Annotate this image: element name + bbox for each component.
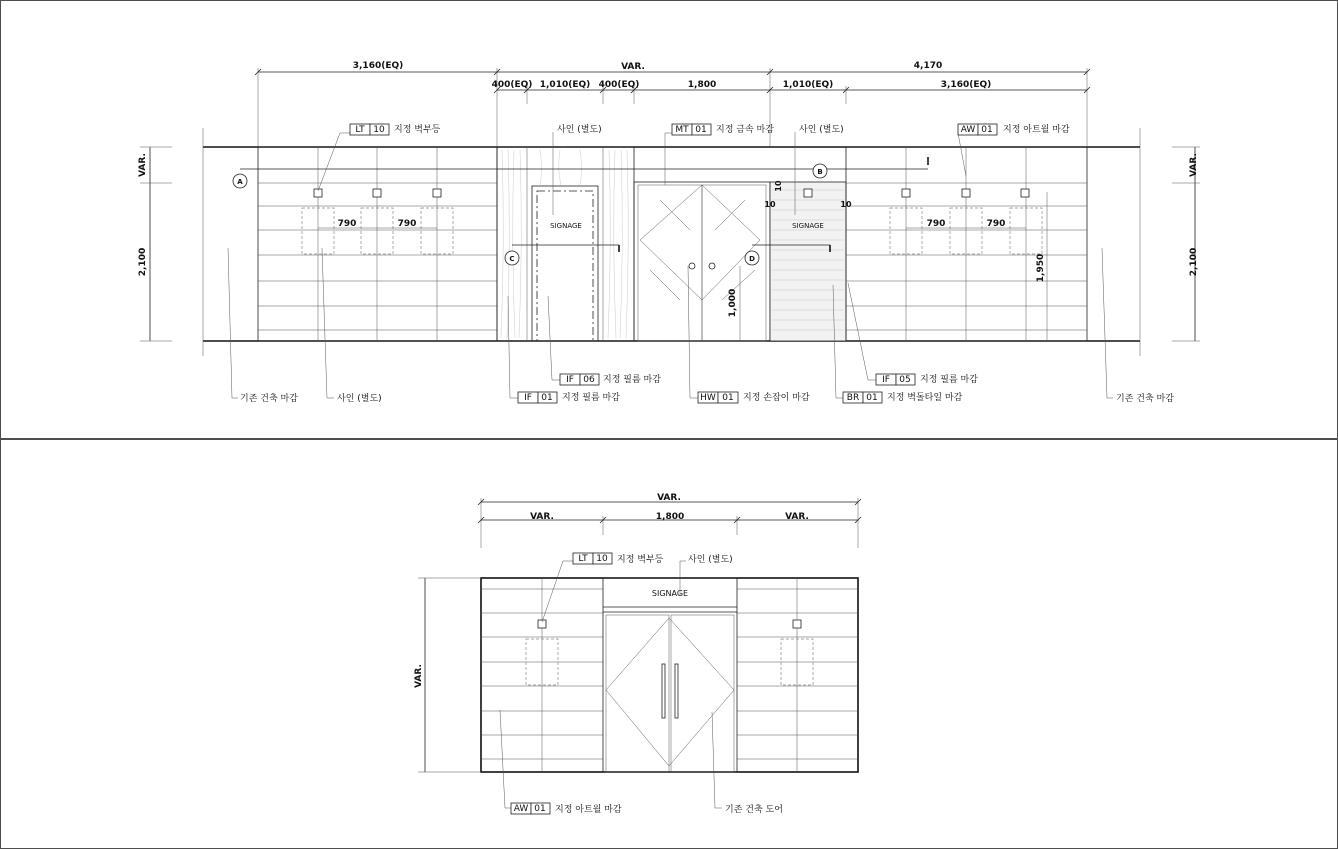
b-lt-tag: LT — [578, 554, 588, 564]
wall-light-icon — [804, 189, 812, 197]
marker-c-label: C — [509, 255, 515, 263]
sign-door — [532, 186, 598, 341]
marker-b-label: B — [817, 168, 823, 176]
dim-790-1: 790 — [337, 219, 357, 229]
if06-text: 지정 필름 마감 — [603, 375, 661, 385]
b-door-label: 기존 건축 도어 — [725, 805, 783, 815]
b-dim-left: VAR. — [530, 512, 554, 522]
left-art-wall — [258, 147, 497, 341]
dim-row-2 — [492, 80, 1090, 104]
door-handle-icon — [662, 664, 665, 718]
existing-finish-left: 기존 건축 마감 — [240, 394, 298, 404]
b-aw-num: 01 — [534, 804, 546, 814]
if01-tag: IF — [524, 393, 532, 403]
if01-num: 01 — [541, 393, 553, 403]
lt-text: 지정 벽부등 — [394, 125, 441, 135]
signage-label-1: SIGNAGE — [550, 222, 582, 230]
bottom-elevation — [414, 493, 861, 815]
door-handle-icon — [675, 664, 678, 718]
right-art-wall — [846, 147, 1087, 341]
b-dim-mid: 1,800 — [655, 512, 685, 522]
dim-1950: 1,950 — [1036, 253, 1046, 283]
if05-num: 05 — [899, 375, 911, 385]
signage-label-2: SIGNAGE — [792, 222, 824, 230]
hw-tag: HW — [700, 393, 716, 403]
wall-light-icon — [793, 620, 801, 628]
wall-light-icon — [902, 189, 910, 197]
hw-num: 01 — [722, 393, 734, 403]
side-2100-right: 2,100 — [1189, 247, 1199, 277]
dim-790-3: 790 — [926, 219, 946, 229]
aw-tag: AW — [960, 125, 976, 135]
sign-separate-label: 사인 (별도) — [337, 394, 382, 404]
mt-tag: MT — [675, 125, 689, 135]
dim-10-b: 10 — [764, 200, 776, 209]
dim-var-top: VAR. — [621, 62, 645, 72]
dim-3160-left: 3,160(EQ) — [352, 61, 404, 71]
brick-section — [764, 180, 852, 341]
wall-light-icon — [1021, 189, 1029, 197]
dim-400-a: 400(EQ) — [491, 80, 533, 90]
b-side-var: VAR. — [414, 664, 424, 688]
side-2100-left: 2,100 — [138, 247, 148, 277]
dim-790-4: 790 — [986, 219, 1006, 229]
side-dims — [138, 147, 1200, 341]
aw-num: 01 — [981, 125, 993, 135]
sign-label-2: 사인 (별도) — [799, 125, 844, 135]
side-var-right: VAR. — [1189, 153, 1199, 177]
b-dim-total: VAR. — [657, 493, 681, 503]
hw-text: 지정 손잡이 마감 — [743, 393, 810, 403]
sign-label-1: 사인 (별도) — [557, 125, 602, 135]
b-dim-right: VAR. — [785, 512, 809, 522]
mt-text: 지정 금속 마감 — [716, 125, 774, 135]
top-sheet-frame — [1, 1, 1338, 439]
if05-tag: IF — [882, 375, 890, 385]
wall-light-icon — [962, 189, 970, 197]
b-signage-label: SIGNAGE — [651, 589, 689, 598]
if01-text: 지정 필름 마감 — [562, 393, 620, 403]
mt-num: 01 — [695, 125, 707, 135]
b-lt-text: 지정 벽부등 — [617, 555, 664, 565]
if06-tag: IF — [566, 375, 574, 385]
b-aw-tag: AW — [513, 804, 529, 814]
dim-3160-right: 3,160(EQ) — [940, 80, 992, 90]
if06-num: 06 — [583, 375, 595, 385]
dim-4170: 4,170 — [913, 61, 943, 71]
dim-790-2: 790 — [397, 219, 417, 229]
b-sign-label: 사인 (별도) — [688, 555, 733, 565]
dim-400-b: 400(EQ) — [598, 80, 640, 90]
b-lt-num: 10 — [596, 554, 608, 564]
wall-light-icon — [373, 189, 381, 197]
br-num: 01 — [866, 393, 878, 403]
lt-tag: LT — [355, 125, 365, 135]
dim-10-c: 10 — [840, 200, 852, 209]
lt-num: 10 — [373, 125, 385, 135]
wall-light-icon — [314, 189, 322, 197]
marker-d-label: D — [749, 255, 755, 263]
existing-finish-right: 기존 건축 마감 — [1116, 394, 1174, 404]
top-elevation — [138, 61, 1200, 404]
dim-10-a: 10 — [774, 180, 783, 192]
marker-a-label: A — [237, 178, 243, 186]
door-handle-icon — [689, 263, 695, 269]
bottom-callouts — [228, 248, 1174, 404]
br-text: 지정 벽돌타일 마감 — [887, 393, 963, 403]
wood-panel-section — [497, 147, 634, 341]
br-tag: BR — [846, 393, 860, 403]
dim-1800: 1,800 — [687, 80, 717, 90]
aw-text: 지정 아트월 마감 — [1003, 125, 1070, 135]
b-aw-text: 지정 아트월 마감 — [555, 805, 622, 815]
dim-1000: 1,000 — [728, 288, 738, 318]
dim-1010-b: 1,010(EQ) — [782, 80, 834, 90]
wall-light-icon — [538, 620, 546, 628]
door-handle-icon — [709, 263, 715, 269]
dim-1010-a: 1,010(EQ) — [539, 80, 591, 90]
if05-text: 지정 필름 마감 — [920, 375, 978, 385]
wall-light-icon — [433, 189, 441, 197]
side-var-left: VAR. — [138, 153, 148, 177]
